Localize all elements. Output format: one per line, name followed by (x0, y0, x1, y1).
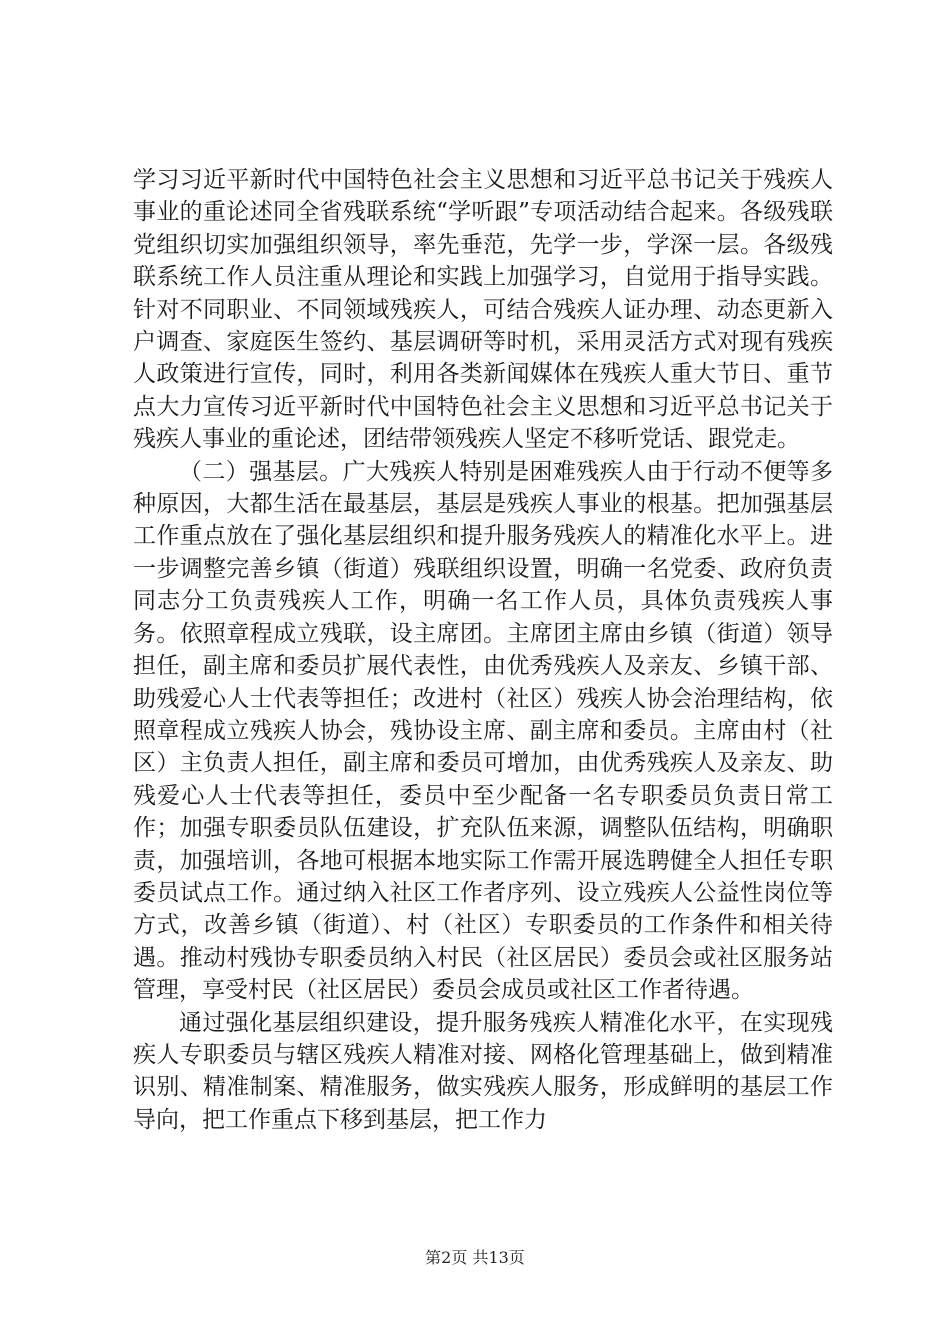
paragraph-continuation: 学习习近平新时代中国特色社会主义思想和习近平总书记关于残疾人事业的重论述同全省残联系统“学听跟”专项活动结合起来。各级残联党组织切实加强组织领导，率先垂范，先学一步，学深一层。各级残联系统工作人员注重从理论和实践上加强学习，自觉用于指导实践。针对不同职业、不同领域残疾人，可结合残疾人证办理、动态更新入户调查、家庭医生签约、基层调研等时机，采用灵活方式对现有残疾人政策进行宣传，同时，利用各类新闻媒体在残疾人重大节日、重节点大力宣传习近平新时代中国特色社会主义思想和习近平总书记关于残疾人事业的重论述，团结带领残疾人坚定不移听党话、跟党走。 (133, 167, 833, 453)
paragraph-precision-service: 通过强化基层组织建设，提升服务残疾人精准化水平，在实现残疾人专职委员与辖区残疾人精准对接、网格化管理基础上，做到精准识别、精准制案、精准服务，做实残疾人服务，形成鲜明的基层工作导向，把工作重点下移到基层，把工作力 (133, 1009, 833, 1133)
document-body (133, 164, 833, 1136)
page-footer (0, 1245, 950, 1268)
paragraph-strengthen-grassroots: （二）强基层。广大残疾人特别是困难残疾人由于行动不便等多种原因，大都生活在最基层，基层是残疾人事业的根基。把加强基层工作重点放在了强化基层组织和提升服务残疾人的精准化水平上。进一步调整完善乡镇（街道）残联组织设置，明确一名党委、政府负责同志分工负责残疾人工作，明确一名工作人员，具体负责残疾人事务。依照章程成立残联，设主席团。主席团主席由乡镇（街道）领导担任，副主席和委员扩展代表性，由优秀残疾人及亲友、乡镇干部、助残爱心人士代表等担任；改进村（社区）残疾人协会治理结构，依照章程成立残疾人协会，残协设主席、副主席和委员。主席由村（社区）主负责人担任，副主席和委员可增加，由优秀残疾人及亲友、助残爱心人士代表等担任，委员中至少配备一名专职委员负责日常工作；加强专职委员队伍建设，扩充队伍来源，调整队伍结构，明确职责，加强培训，各地可根据本地实际工作需开展选聘健全人担任专职委员试点工作。通过纳入社区工作者序列、设立残疾人公益性岗位等方式，改善乡镇（街道）、村（社区）专职委员的工作条件和相关待遇。推动村残协专职委员纳入村民（社区居民）委员会或社区服务站管理，享受村民（社区居民）委员会成员或社区工作者待遇。 (133, 458, 833, 1004)
page-number: 第2页 共13页 (425, 1248, 525, 1267)
